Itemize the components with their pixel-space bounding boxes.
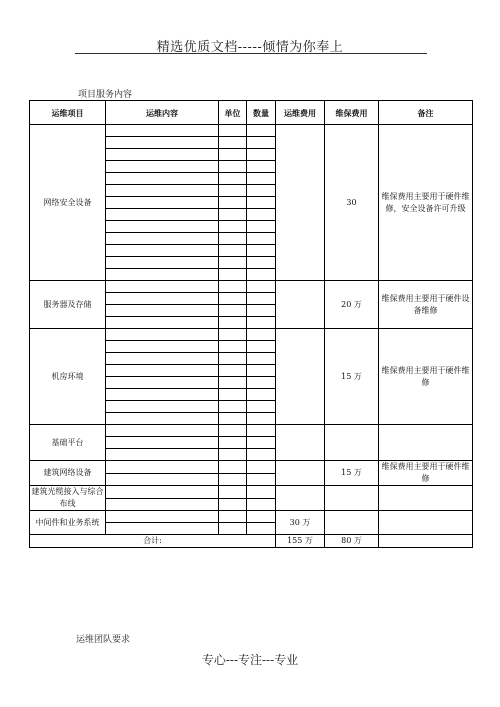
header-maint-fee: 维保费用 bbox=[325, 101, 379, 125]
quantity-cell bbox=[247, 209, 276, 221]
content-cell bbox=[106, 149, 219, 161]
total-remarks bbox=[379, 535, 473, 548]
quantity-cell bbox=[247, 137, 276, 149]
content-cell bbox=[106, 341, 219, 353]
quantity-cell bbox=[247, 245, 276, 257]
quantity-cell bbox=[247, 257, 276, 269]
content-cell bbox=[106, 329, 219, 341]
table-row bbox=[30, 461, 473, 474]
unit-cell bbox=[219, 305, 247, 317]
quantity-cell bbox=[247, 197, 276, 209]
quantity-cell bbox=[247, 149, 276, 161]
category-cell: 服务器及存储 bbox=[30, 281, 106, 329]
content-cell bbox=[106, 377, 219, 389]
header-title: 精选优质文档-----倾情为你奉上 bbox=[156, 40, 344, 55]
quantity-cell bbox=[247, 329, 276, 341]
maint-fee-cell bbox=[325, 425, 379, 461]
header-unit: 单位 bbox=[219, 101, 247, 125]
content-cell bbox=[106, 269, 219, 281]
quantity-cell bbox=[247, 461, 276, 474]
content-cell bbox=[106, 486, 219, 499]
quantity-cell bbox=[247, 281, 276, 293]
unit-cell bbox=[219, 329, 247, 341]
content-cell bbox=[106, 353, 219, 365]
content-cell bbox=[106, 389, 219, 401]
table-row bbox=[30, 425, 473, 437]
table-row bbox=[30, 329, 473, 341]
category-cell: 机房环境 bbox=[30, 329, 106, 425]
ops-fee-cell bbox=[276, 329, 325, 425]
remarks-cell bbox=[379, 486, 473, 511]
quantity-cell bbox=[247, 353, 276, 365]
content-cell bbox=[106, 125, 219, 137]
quantity-cell bbox=[247, 449, 276, 461]
footer-slogan: 专心---专注---专业 bbox=[201, 653, 299, 667]
remarks-cell bbox=[379, 425, 473, 461]
quantity-cell bbox=[247, 473, 276, 486]
remarks-cell: 维保费用主要用于硬件维修 bbox=[379, 329, 473, 425]
maint-fee-cell bbox=[325, 511, 379, 535]
content-cell bbox=[106, 233, 219, 245]
ops-fee-cell bbox=[276, 281, 325, 329]
remarks-cell: 维保费用主要用于硬件设备维修 bbox=[379, 281, 473, 329]
unit-cell bbox=[219, 377, 247, 389]
table-row bbox=[30, 281, 473, 293]
maint-fee-cell: 15 万 bbox=[325, 329, 379, 425]
maint-fee-cell: 30 bbox=[325, 125, 379, 281]
content-cell bbox=[106, 413, 219, 425]
content-cell bbox=[106, 449, 219, 461]
content-cell bbox=[106, 161, 219, 173]
content-cell bbox=[106, 523, 219, 535]
content-cell bbox=[106, 511, 219, 523]
quantity-cell bbox=[247, 377, 276, 389]
quantity-cell bbox=[247, 425, 276, 437]
unit-cell bbox=[219, 137, 247, 149]
quantity-cell bbox=[247, 511, 276, 523]
table-header-row bbox=[30, 101, 473, 125]
content-cell bbox=[106, 281, 219, 293]
unit-cell bbox=[219, 149, 247, 161]
unit-cell bbox=[219, 209, 247, 221]
category-cell: 中间件和业务系统 bbox=[30, 511, 106, 535]
quantity-cell bbox=[247, 486, 276, 499]
remarks-cell: 维保费用主要用于硬件维修，安全设备许可升级 bbox=[379, 125, 473, 281]
header-rule bbox=[75, 53, 427, 54]
ops-fee-cell: 30 万 bbox=[276, 511, 325, 535]
unit-cell bbox=[219, 461, 247, 474]
category-cell: 建筑光缆接入与综合布线 bbox=[30, 486, 106, 511]
unit-cell bbox=[219, 185, 247, 197]
unit-cell bbox=[219, 317, 247, 329]
table-row bbox=[30, 125, 473, 137]
content-cell bbox=[106, 461, 219, 474]
header-content: 运维内容 bbox=[106, 101, 219, 125]
ops-fee-cell bbox=[276, 125, 325, 281]
quantity-cell bbox=[247, 305, 276, 317]
content-cell bbox=[106, 209, 219, 221]
quantity-cell bbox=[247, 523, 276, 535]
content-cell bbox=[106, 365, 219, 377]
unit-cell bbox=[219, 511, 247, 523]
category-cell: 网络安全设备 bbox=[30, 125, 106, 281]
unit-cell bbox=[219, 269, 247, 281]
quantity-cell bbox=[247, 389, 276, 401]
unit-cell bbox=[219, 197, 247, 209]
total-row bbox=[30, 535, 473, 548]
category-cell: 基础平台 bbox=[30, 425, 106, 461]
category-cell: 建筑网络设备 bbox=[30, 461, 106, 486]
content-cell bbox=[106, 498, 219, 511]
quantity-cell bbox=[247, 365, 276, 377]
unit-cell bbox=[219, 221, 247, 233]
content-cell bbox=[106, 173, 219, 185]
unit-cell bbox=[219, 365, 247, 377]
unit-cell bbox=[219, 413, 247, 425]
quantity-cell bbox=[247, 341, 276, 353]
content-cell bbox=[106, 257, 219, 269]
table-row bbox=[30, 511, 473, 523]
quantity-cell bbox=[247, 185, 276, 197]
content-cell bbox=[106, 293, 219, 305]
quantity-cell bbox=[247, 233, 276, 245]
unit-cell bbox=[219, 257, 247, 269]
quantity-cell bbox=[247, 437, 276, 449]
quantity-cell bbox=[247, 317, 276, 329]
section-title: 项目服务内容 bbox=[78, 90, 133, 100]
remarks-cell bbox=[379, 511, 473, 535]
maint-fee-cell: 20 万 bbox=[325, 281, 379, 329]
unit-cell bbox=[219, 473, 247, 486]
unit-cell bbox=[219, 245, 247, 257]
unit-cell bbox=[219, 125, 247, 137]
unit-cell bbox=[219, 389, 247, 401]
quantity-cell bbox=[247, 293, 276, 305]
unit-cell bbox=[219, 498, 247, 511]
table-body bbox=[30, 125, 473, 548]
quantity-cell bbox=[247, 498, 276, 511]
unit-cell bbox=[219, 486, 247, 499]
content-cell bbox=[106, 305, 219, 317]
header-item: 运维项目 bbox=[30, 101, 106, 125]
header-quantity: 数量 bbox=[247, 101, 276, 125]
unit-cell bbox=[219, 173, 247, 185]
total-ops-fee: 155 万 bbox=[276, 535, 325, 548]
unit-cell bbox=[219, 401, 247, 413]
maint-fee-cell: 15 万 bbox=[325, 461, 379, 486]
header-ops-fee: 运维费用 bbox=[276, 101, 325, 125]
remarks-cell: 维保费用主要用于硬件维修 bbox=[379, 461, 473, 486]
unit-cell bbox=[219, 437, 247, 449]
ops-fee-cell bbox=[276, 486, 325, 511]
ops-fee-cell bbox=[276, 461, 325, 486]
table-row bbox=[30, 486, 473, 499]
quantity-cell bbox=[247, 173, 276, 185]
unit-cell bbox=[219, 449, 247, 461]
unit-cell bbox=[219, 293, 247, 305]
unit-cell bbox=[219, 161, 247, 173]
content-cell bbox=[106, 473, 219, 486]
content-cell bbox=[106, 401, 219, 413]
unit-cell bbox=[219, 281, 247, 293]
content-cell bbox=[106, 437, 219, 449]
content-cell bbox=[106, 185, 219, 197]
ops-fee-cell bbox=[276, 425, 325, 461]
quantity-cell bbox=[247, 125, 276, 137]
content-cell bbox=[106, 197, 219, 209]
quantity-cell bbox=[247, 401, 276, 413]
content-cell bbox=[106, 221, 219, 233]
unit-cell bbox=[219, 425, 247, 437]
content-cell bbox=[106, 245, 219, 257]
quantity-cell bbox=[247, 269, 276, 281]
quantity-cell bbox=[247, 413, 276, 425]
maint-fee-cell bbox=[325, 486, 379, 511]
quantity-cell bbox=[247, 221, 276, 233]
unit-cell bbox=[219, 341, 247, 353]
service-table bbox=[29, 100, 473, 548]
total-maint-fee: 80 万 bbox=[325, 535, 379, 548]
header-remarks: 备注 bbox=[379, 101, 473, 125]
content-cell bbox=[106, 425, 219, 437]
unit-cell bbox=[219, 353, 247, 365]
quantity-cell bbox=[247, 161, 276, 173]
content-cell bbox=[106, 317, 219, 329]
unit-cell bbox=[219, 523, 247, 535]
total-label: 合计: bbox=[30, 535, 276, 548]
unit-cell bbox=[219, 233, 247, 245]
team-requirements-label: 运维团队要求 bbox=[76, 635, 131, 645]
content-cell bbox=[106, 137, 219, 149]
